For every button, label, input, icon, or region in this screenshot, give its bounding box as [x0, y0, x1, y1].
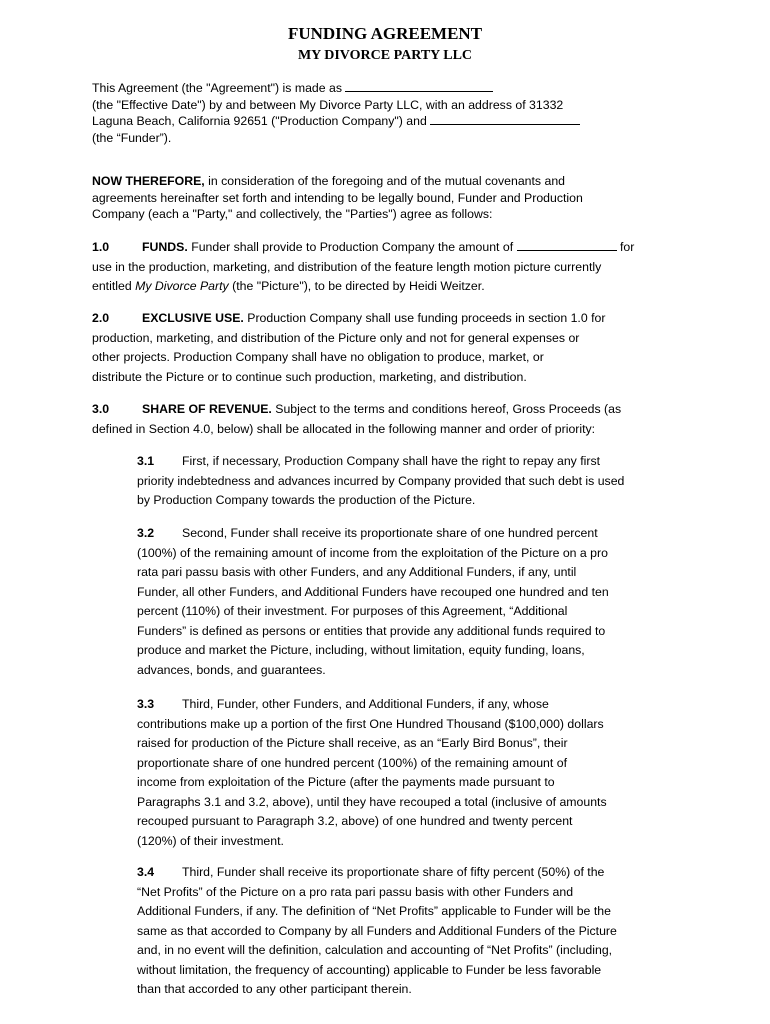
document-title: FUNDING AGREEMENT	[287, 24, 483, 43]
section-1-funds	[92, 238, 634, 297]
paragraph-line: Paragraphs 3.1 and 3.2, above), until they have recouped a total (inclusive of amounts	[137, 794, 607, 809]
paragraph-line: production, marketing, and distribution of the Picture only and not for general expenses or	[92, 330, 580, 345]
paragraph-line: other projects. Production Company shall have no obligation to produce, market, or	[92, 350, 544, 364]
subsection-number: 3.2	[137, 526, 155, 540]
section-number: 2.0	[92, 311, 110, 325]
subsection-number: 3.4	[137, 865, 155, 879]
section-3-share-of-revenue	[92, 400, 621, 439]
paragraph-text: Production Company shall use funding proceeds in section 1.0 for	[243, 311, 606, 325]
paragraph-text: First, if necessary, Production Company shall have the right to repay any first	[182, 454, 601, 468]
subsection-3-2	[137, 524, 609, 680]
paragraph-line: produce and market the Picture, including, without limitation, equity funding, loans,	[137, 643, 585, 657]
paragraph-line: rata pari passu basis with other Funders, and any Additional Funders, if any, until	[137, 565, 577, 579]
paragraph-line: raised for production of the Picture shall receive, as an “Early Bird Bonus”, their	[137, 736, 568, 750]
subsection-number: 3.3	[137, 697, 155, 711]
paragraph-text: Third, Funder, other Funders, and Additional Funders, if any, whose	[182, 697, 549, 711]
paragraph-text: Funder shall provide to Production Company the amount of	[187, 240, 514, 254]
section-2-exclusive-use	[92, 309, 605, 387]
paragraph-line: than that accorded to any other participant therein.	[137, 982, 412, 996]
paragraph-text: for	[616, 240, 635, 254]
paragraph-text: (the "Picture"), to be directed by Heidi Weitzer.	[228, 279, 485, 293]
paragraph-text: in consideration of the foregoing and of the mutual covenants and	[204, 174, 566, 188]
amount-blank-field[interactable]	[517, 239, 617, 251]
paragraph-line: defined in Section 4.0, below) shall be allocated in the following manner and order of priority:	[92, 421, 596, 436]
section-heading: EXCLUSIVE USE.	[142, 311, 244, 325]
intro-line: (the “Funder”).	[92, 130, 172, 145]
paragraph-line: by Production Company towards the production of the Picture.	[137, 493, 476, 507]
paragraph-line: and, in no event will the definition, calculation and accounting of “Net Profits” (including,	[137, 943, 613, 957]
paragraph-line: distribute the Picture or to continue such production, marketing, and distribution.	[92, 369, 527, 384]
paragraph-line: contributions make up a portion of the first One Hundred Thousand ($100,000) dollars	[137, 716, 604, 731]
now-therefore-lead: NOW THEREFORE,	[92, 174, 205, 188]
paragraph-line: (100%) of the remaining amount of income from the exploitation of the Picture on a pro	[137, 545, 608, 560]
paragraph-line: income from exploitation of the Picture (after the payments made pursuant to	[137, 775, 555, 789]
intro-line: (the "Effective Date") by and between My Divorce Party LLC, with an address of 31332	[92, 97, 564, 112]
subsection-3-3	[137, 695, 607, 851]
paragraph-line: (120%) of their investment.	[137, 833, 284, 848]
paragraph-line: “Net Profits” of the Picture on a pro rata pari passu basis with other Funders and	[137, 884, 574, 899]
paragraph-line: Additional Funders, if any. The definition of “Net Profits” applicable to Funder will be the	[137, 904, 611, 918]
paragraph-line: priority indebtedness and advances incurred by Company provided that such debt is used	[137, 473, 625, 488]
now-therefore-paragraph	[92, 173, 583, 223]
paragraph-line: Funder, all other Funders, and Additional Funders have recouped one hundred and ten	[137, 584, 609, 599]
paragraph-line: advances, bonds, and guarantees.	[137, 662, 326, 677]
paragraph-line: recouped pursuant to Paragraph 3.2, above) of one hundred and twenty percent	[137, 814, 573, 828]
paragraph-line: same as that accorded to Company by all Funders and Additional Funders of the Picture	[137, 923, 617, 938]
paragraph-line: percent (110%) of their investment. For purposes of this Agreement, “Additional	[137, 604, 568, 618]
section-number: 1.0	[92, 240, 110, 254]
paragraph-line: Funders” is defined as persons or entities that provide any additional funds required to	[137, 623, 606, 638]
date-blank-field[interactable]	[345, 80, 493, 92]
intro-paragraph	[92, 80, 580, 146]
intro-line: Laguna Beach, California 92651 ("Production Company") and	[92, 114, 427, 128]
paragraph-text: Second, Funder shall receive its proportionate share of one hundred percent	[182, 526, 598, 540]
subsection-3-1	[137, 452, 624, 511]
section-heading: FUNDS.	[142, 240, 188, 254]
subsection-number: 3.1	[137, 454, 155, 468]
paragraph-text: entitled	[92, 279, 136, 293]
paragraph-line: proportionate share of one hundred percent (100%) of the remaining amount of	[137, 755, 567, 770]
document-subtitle: MY DIVORCE PARTY LLC	[297, 48, 473, 63]
subsection-3-4	[137, 863, 617, 1000]
intro-line: This Agreement (the "Agreement") is made as	[92, 81, 342, 95]
section-number: 3.0	[92, 402, 110, 416]
paragraph-line: without limitation, the frequency of accounting) applicable to Funder be less favorable	[137, 962, 602, 977]
paragraph-text: Subject to the terms and conditions hereof, Gross Proceeds (as	[271, 402, 622, 416]
paragraph-line: Company (each a "Party," and collectively, the "Parties") agree as follows:	[92, 207, 493, 221]
paragraph-line: use in the production, marketing, and distribution of the feature length motion picture currently	[92, 259, 602, 274]
paragraph-text: Third, Funder shall receive its proportionate share of fifty percent (50%) of the	[182, 865, 605, 879]
paragraph-line: agreements hereinafter set forth and intending to be legally bound, Funder and Production	[92, 190, 583, 205]
picture-title: My Divorce Party	[135, 279, 229, 293]
funder-name-blank-field[interactable]	[430, 113, 580, 125]
section-heading: SHARE OF REVENUE.	[142, 402, 272, 416]
